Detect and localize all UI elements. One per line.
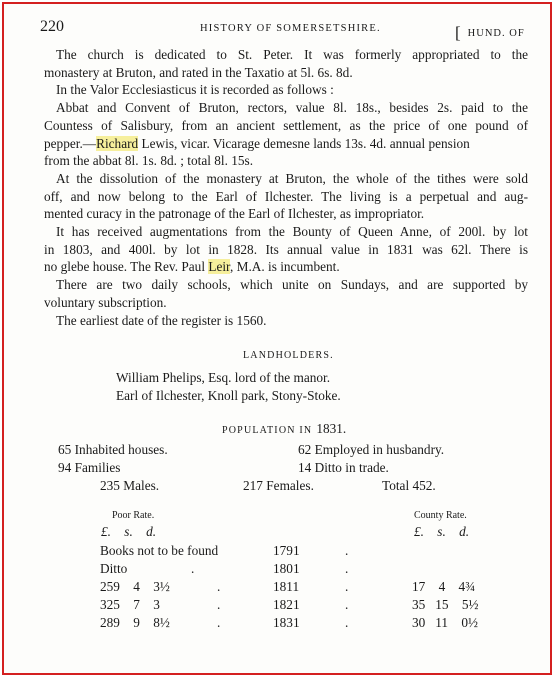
population-row: 94 Families <box>58 460 121 475</box>
leader-dot: . <box>217 597 221 612</box>
leader-dot: . <box>345 579 349 594</box>
county-rate-label: County Rate. <box>414 510 467 521</box>
text-line: voluntary subscription. <box>44 294 167 310</box>
text-line: in 1803, and 400l. by lot in 1828. Its annual value in 1831 was 62l. There is <box>44 241 528 257</box>
population-row: 14 Ditto in trade. <box>298 460 389 475</box>
leader-dot: . <box>345 615 349 630</box>
text-fragment: no glebe house. The Rev. Paul <box>44 259 209 275</box>
text-line: At the dissolution of the monastery at Bruton, the whole of the tithes were sold <box>56 170 528 186</box>
leader-dot: . <box>345 561 349 576</box>
poor-rate-cell: 259 4 3½ <box>100 579 170 594</box>
population-heading-year: 1831. <box>316 421 347 436</box>
text-line: It has received augmentations from the Bounty of Queen Anne, of 200l. by lot <box>56 224 528 240</box>
landholder-line: William Phelips, Esq. lord of the manor. <box>116 370 331 385</box>
text-fragment: Lewis, vicar. Vicarage demesne lands 13s. 4d. annual pension <box>138 135 470 151</box>
hundred-label: HUND. OF <box>467 28 525 39</box>
poor-rate-cell: Books not to be found <box>100 543 219 558</box>
leader-dot: . <box>345 597 349 612</box>
running-title-right <box>455 21 525 41</box>
poor-rate-cell: 289 9 8½ <box>100 615 170 630</box>
landholders-heading: LANDHOLDERS. <box>243 350 334 361</box>
population-total: Total 452. <box>382 478 436 493</box>
year-cell: 1801 <box>273 561 300 576</box>
text-line: Abbat and Convent of Bruton, rectors, value 8l. 18s., besides 2s. paid to the <box>56 100 528 116</box>
page-number: 220 <box>40 18 64 35</box>
population-heading <box>222 420 346 438</box>
paragraph-augmentations <box>44 223 528 276</box>
leader-dot: . <box>191 561 195 576</box>
county-rate-cell: 17 4 4¾ <box>412 579 476 594</box>
leader-dot: . <box>345 543 349 558</box>
paragraph-abbat <box>44 99 528 170</box>
text-line: off, and now belong to the Earl of Ilchester. The living is a perpetual and aug- <box>44 188 528 204</box>
year-cell: 1811 <box>273 579 300 594</box>
text-line: The church is dedicated to St. Peter. It was formerly appropriated to the <box>56 47 528 62</box>
population-row: 65 Inhabited houses. <box>58 442 168 457</box>
lsd-header-right: £. s. d. <box>414 524 470 539</box>
paragraph-register <box>56 312 528 330</box>
bracket-glyph: [ <box>455 23 462 42</box>
year-cell: 1831 <box>273 615 300 630</box>
text-line <box>44 135 528 153</box>
text-fragment: pepper.— <box>44 135 97 151</box>
leader-dot: . <box>217 615 221 630</box>
paragraph-schools <box>44 276 528 311</box>
year-cell: 1791 <box>273 543 300 558</box>
highlighted-name-richard: Richard <box>96 135 139 151</box>
paragraph-church-dedication <box>44 46 528 81</box>
text-line <box>44 258 528 276</box>
county-rate-cell: 35 15 5½ <box>412 597 479 612</box>
leader-dot: . <box>217 579 221 594</box>
year-cell: 1821 <box>273 597 300 612</box>
poor-rate-cell: Ditto <box>100 561 128 576</box>
text-line: monastery at Bruton, and rated in the Taxatio at 5l. 6s. 8d. <box>44 64 353 80</box>
county-rate-cell: 30 11 0½ <box>412 615 478 630</box>
text-line: In the Valor Ecclesiasticus it is recorded as follows : <box>56 82 334 98</box>
text-line: The earliest date of the register is 1560. <box>56 312 267 328</box>
text-fragment: , M.A. is incumbent. <box>229 259 340 275</box>
paragraph-valor <box>56 81 528 99</box>
text-line: Countess of Salisbury, from an ancient settlement, as the price of one pound of <box>44 117 528 133</box>
population-females: 217 Females. <box>243 478 314 493</box>
text-line: from the abbat 8l. 1s. 8d. ; total 8l. 15s. <box>44 153 254 169</box>
running-title: HISTORY OF SOMERSETSHIRE. <box>200 23 381 34</box>
population-heading-text: POPULATION IN <box>222 425 313 436</box>
paragraph-dissolution <box>44 170 528 223</box>
population-row: 62 Employed in husbandry. <box>298 442 445 457</box>
lsd-header-left: £. s. d. <box>101 524 157 539</box>
landholder-line: Earl of Ilchester, Knoll park, Stony-Stoke. <box>116 388 341 403</box>
body-text <box>44 46 528 329</box>
poor-rate-cell: 325 7 3 <box>100 597 160 612</box>
population-males: 235 Males. <box>100 478 160 493</box>
poor-rate-label: Poor Rate. <box>112 510 155 521</box>
highlighted-name-leir: Leir <box>208 259 230 275</box>
text-line: mented curacy in the patronage of the Earl of Ilchester, as impropriator. <box>44 206 425 222</box>
text-line: There are two daily schools, which unite on Sundays, and are supported by <box>56 277 528 293</box>
